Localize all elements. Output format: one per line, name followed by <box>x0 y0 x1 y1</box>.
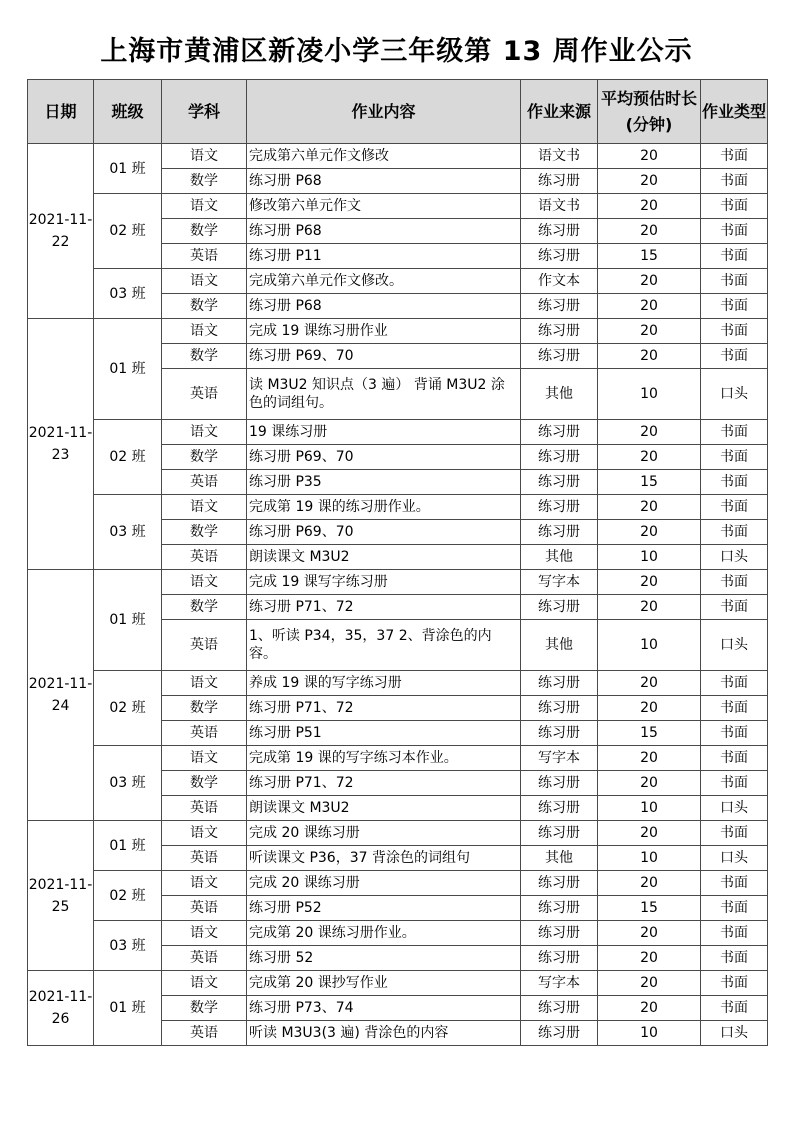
class-cell: 03 班 <box>94 495 162 570</box>
source-cell: 练习册 <box>521 696 598 721</box>
type-cell: 书面 <box>701 169 768 194</box>
content-cell: 1、听读 P34，35，37 2、背涂色的内容。 <box>247 620 521 671</box>
source-cell: 语文书 <box>521 194 598 219</box>
source-cell: 练习册 <box>521 946 598 971</box>
duration-cell: 10 <box>598 545 701 570</box>
table-row <box>28 671 768 696</box>
duration-cell: 15 <box>598 721 701 746</box>
type-cell: 书面 <box>701 520 768 545</box>
type-cell: 书面 <box>701 420 768 445</box>
type-cell: 书面 <box>701 470 768 495</box>
type-cell: 书面 <box>701 771 768 796</box>
header-source: 作业来源 <box>521 80 598 144</box>
content-cell: 练习册 P35 <box>247 470 521 495</box>
subject-cell: 英语 <box>162 620 247 671</box>
duration-cell: 20 <box>598 921 701 946</box>
duration-cell: 20 <box>598 495 701 520</box>
type-cell: 口头 <box>701 1021 768 1046</box>
source-cell: 练习册 <box>521 1021 598 1046</box>
table-row <box>28 319 768 344</box>
subject-cell: 英语 <box>162 946 247 971</box>
content-cell: 练习册 P71、72 <box>247 595 521 620</box>
source-cell: 练习册 <box>521 319 598 344</box>
source-cell: 作文本 <box>521 269 598 294</box>
subject-cell: 英语 <box>162 846 247 871</box>
subject-cell: 语文 <box>162 495 247 520</box>
type-cell: 书面 <box>701 445 768 470</box>
subject-cell: 数学 <box>162 996 247 1021</box>
class-cell: 01 班 <box>94 144 162 194</box>
type-cell: 书面 <box>701 821 768 846</box>
source-cell: 练习册 <box>521 344 598 369</box>
type-cell: 书面 <box>701 996 768 1021</box>
type-cell: 书面 <box>701 696 768 721</box>
subject-cell: 数学 <box>162 344 247 369</box>
type-cell: 书面 <box>701 896 768 921</box>
type-cell: 书面 <box>701 495 768 520</box>
header-type: 作业类型 <box>701 80 768 144</box>
type-cell: 书面 <box>701 971 768 996</box>
content-cell: 听读 M3U3(3 遍) 背涂色的内容 <box>247 1021 521 1046</box>
source-cell: 练习册 <box>521 871 598 896</box>
duration-cell: 10 <box>598 369 701 420</box>
subject-cell: 英语 <box>162 721 247 746</box>
content-cell: 完成 19 课练习册作业 <box>247 319 521 344</box>
type-cell: 书面 <box>701 219 768 244</box>
content-cell: 完成第六单元作文修改 <box>247 144 521 169</box>
subject-cell: 数学 <box>162 696 247 721</box>
duration-cell: 20 <box>598 520 701 545</box>
source-cell: 练习册 <box>521 921 598 946</box>
type-cell: 书面 <box>701 921 768 946</box>
type-cell: 口头 <box>701 796 768 821</box>
date-cell: 2021-11-22 <box>28 144 94 319</box>
duration-cell: 10 <box>598 796 701 821</box>
type-cell: 书面 <box>701 570 768 595</box>
duration-cell: 10 <box>598 846 701 871</box>
subject-cell: 英语 <box>162 470 247 495</box>
date-cell: 2021-11-23 <box>28 319 94 570</box>
content-cell: 修改第六单元作文 <box>247 194 521 219</box>
content-cell: 练习册 52 <box>247 946 521 971</box>
content-cell: 完成 20 课练习册 <box>247 821 521 846</box>
source-cell: 练习册 <box>521 169 598 194</box>
table-row <box>28 269 768 294</box>
table-row <box>28 821 768 846</box>
subject-cell: 数学 <box>162 219 247 244</box>
duration-cell: 10 <box>598 1021 701 1046</box>
duration-cell: 20 <box>598 696 701 721</box>
content-cell: 练习册 P68 <box>247 294 521 319</box>
type-cell: 书面 <box>701 871 768 896</box>
subject-cell: 数学 <box>162 445 247 470</box>
subject-cell: 语文 <box>162 570 247 595</box>
subject-cell: 英语 <box>162 369 247 420</box>
subject-cell: 数学 <box>162 294 247 319</box>
type-cell: 书面 <box>701 721 768 746</box>
duration-cell: 20 <box>598 445 701 470</box>
content-cell: 练习册 P71、72 <box>247 696 521 721</box>
date-cell: 2021-11-25 <box>28 821 94 971</box>
duration-cell: 20 <box>598 294 701 319</box>
source-cell: 练习册 <box>521 595 598 620</box>
table-row <box>28 921 768 946</box>
content-cell: 练习册 P71、72 <box>247 771 521 796</box>
table-row <box>28 144 768 169</box>
class-cell: 02 班 <box>94 420 162 495</box>
duration-cell: 20 <box>598 971 701 996</box>
duration-cell: 20 <box>598 946 701 971</box>
content-cell: 完成第六单元作文修改。 <box>247 269 521 294</box>
class-cell: 01 班 <box>94 570 162 671</box>
duration-cell: 20 <box>598 570 701 595</box>
subject-cell: 英语 <box>162 244 247 269</box>
duration-cell: 20 <box>598 746 701 771</box>
type-cell: 口头 <box>701 620 768 671</box>
duration-cell: 20 <box>598 871 701 896</box>
source-cell: 写字本 <box>521 971 598 996</box>
subject-cell: 英语 <box>162 545 247 570</box>
source-cell: 写字本 <box>521 746 598 771</box>
content-cell: 练习册 P51 <box>247 721 521 746</box>
content-cell: 养成 19 课的写字练习册 <box>247 671 521 696</box>
type-cell: 口头 <box>701 846 768 871</box>
source-cell: 练习册 <box>521 796 598 821</box>
content-cell: 练习册 P69、70 <box>247 344 521 369</box>
duration-cell: 20 <box>598 420 701 445</box>
type-cell: 口头 <box>701 369 768 420</box>
source-cell: 练习册 <box>521 219 598 244</box>
class-cell: 01 班 <box>94 319 162 420</box>
subject-cell: 英语 <box>162 1021 247 1046</box>
class-cell: 02 班 <box>94 194 162 269</box>
table-row <box>28 871 768 896</box>
subject-cell: 语文 <box>162 871 247 896</box>
source-cell: 练习册 <box>521 495 598 520</box>
content-cell: 完成第 19 课的写字练习本作业。 <box>247 746 521 771</box>
type-cell: 书面 <box>701 294 768 319</box>
table-row <box>28 495 768 520</box>
header-content: 作业内容 <box>247 80 521 144</box>
content-cell: 朗读课文 M3U2 <box>247 796 521 821</box>
subject-cell: 语文 <box>162 194 247 219</box>
source-cell: 语文书 <box>521 144 598 169</box>
duration-cell: 20 <box>598 595 701 620</box>
subject-cell: 语文 <box>162 746 247 771</box>
duration-cell: 15 <box>598 896 701 921</box>
content-cell: 练习册 P69、70 <box>247 520 521 545</box>
subject-cell: 语文 <box>162 671 247 696</box>
subject-cell: 语文 <box>162 319 247 344</box>
duration-cell: 20 <box>598 269 701 294</box>
content-cell: 练习册 P69、70 <box>247 445 521 470</box>
page-title: 上海市黄浦区新凌小学三年级第 13 周作业公示 <box>100 36 693 67</box>
source-cell: 其他 <box>521 369 598 420</box>
type-cell: 口头 <box>701 545 768 570</box>
header-class: 班级 <box>94 80 162 144</box>
duration-cell: 15 <box>598 470 701 495</box>
type-cell: 书面 <box>701 269 768 294</box>
duration-cell: 20 <box>598 169 701 194</box>
source-cell: 练习册 <box>521 896 598 921</box>
content-cell: 练习册 P52 <box>247 896 521 921</box>
subject-cell: 英语 <box>162 896 247 921</box>
type-cell: 书面 <box>701 671 768 696</box>
class-cell: 02 班 <box>94 671 162 746</box>
duration-cell: 20 <box>598 319 701 344</box>
subject-cell: 语文 <box>162 269 247 294</box>
source-cell: 其他 <box>521 620 598 671</box>
table-row <box>28 420 768 445</box>
source-cell: 练习册 <box>521 244 598 269</box>
class-cell: 03 班 <box>94 746 162 821</box>
table-row <box>28 746 768 771</box>
subject-cell: 数学 <box>162 520 247 545</box>
source-cell: 其他 <box>521 545 598 570</box>
content-cell: 练习册 P73、74 <box>247 996 521 1021</box>
content-cell: 朗读课文 M3U2 <box>247 545 521 570</box>
type-cell: 书面 <box>701 746 768 771</box>
content-cell: 完成第 20 课练习册作业。 <box>247 921 521 946</box>
source-cell: 练习册 <box>521 294 598 319</box>
header-row <box>28 80 768 144</box>
duration-cell: 10 <box>598 620 701 671</box>
source-cell: 写字本 <box>521 570 598 595</box>
content-cell: 完成 19 课写字练习册 <box>247 570 521 595</box>
content-cell: 完成第 20 课抄写作业 <box>247 971 521 996</box>
source-cell: 练习册 <box>521 671 598 696</box>
table-row <box>28 570 768 595</box>
source-cell: 练习册 <box>521 721 598 746</box>
duration-cell: 20 <box>598 194 701 219</box>
subject-cell: 语文 <box>162 821 247 846</box>
class-cell: 03 班 <box>94 269 162 319</box>
header-date: 日期 <box>28 80 94 144</box>
duration-cell: 20 <box>598 219 701 244</box>
type-cell: 书面 <box>701 244 768 269</box>
table-row <box>28 971 768 996</box>
source-cell: 练习册 <box>521 996 598 1021</box>
date-cell: 2021-11-24 <box>28 570 94 821</box>
subject-cell: 数学 <box>162 169 247 194</box>
class-cell: 03 班 <box>94 921 162 971</box>
type-cell: 书面 <box>701 946 768 971</box>
subject-cell: 语文 <box>162 144 247 169</box>
subject-cell: 语文 <box>162 420 247 445</box>
header-duration: 平均预估时长(分钟) <box>598 80 701 144</box>
date-cell: 2021-11-26 <box>28 971 94 1046</box>
homework-table <box>27 79 768 1046</box>
content-cell: 听读课文 P36，37 背涂色的词组句 <box>247 846 521 871</box>
source-cell: 练习册 <box>521 445 598 470</box>
type-cell: 书面 <box>701 319 768 344</box>
duration-cell: 20 <box>598 821 701 846</box>
source-cell: 练习册 <box>521 470 598 495</box>
subject-cell: 数学 <box>162 595 247 620</box>
content-cell: 练习册 P68 <box>247 219 521 244</box>
source-cell: 其他 <box>521 846 598 871</box>
class-cell: 01 班 <box>94 971 162 1046</box>
duration-cell: 20 <box>598 996 701 1021</box>
duration-cell: 20 <box>598 671 701 696</box>
header-subject: 学科 <box>162 80 247 144</box>
duration-cell: 20 <box>598 344 701 369</box>
subject-cell: 语文 <box>162 921 247 946</box>
duration-cell: 20 <box>598 771 701 796</box>
source-cell: 练习册 <box>521 420 598 445</box>
subject-cell: 英语 <box>162 796 247 821</box>
subject-cell: 语文 <box>162 971 247 996</box>
content-cell: 19 课练习册 <box>247 420 521 445</box>
source-cell: 练习册 <box>521 821 598 846</box>
content-cell: 练习册 P11 <box>247 244 521 269</box>
class-cell: 01 班 <box>94 821 162 871</box>
duration-cell: 20 <box>598 144 701 169</box>
duration-cell: 15 <box>598 244 701 269</box>
type-cell: 书面 <box>701 344 768 369</box>
type-cell: 书面 <box>701 194 768 219</box>
content-cell: 读 M3U2 知识点（3 遍） 背诵 M3U2 涂色的词组句。 <box>247 369 521 420</box>
source-cell: 练习册 <box>521 771 598 796</box>
content-cell: 完成 20 课练习册 <box>247 871 521 896</box>
type-cell: 书面 <box>701 144 768 169</box>
source-cell: 练习册 <box>521 520 598 545</box>
content-cell: 练习册 P68 <box>247 169 521 194</box>
class-cell: 02 班 <box>94 871 162 921</box>
subject-cell: 数学 <box>162 771 247 796</box>
content-cell: 完成第 19 课的练习册作业。 <box>247 495 521 520</box>
table-row <box>28 194 768 219</box>
type-cell: 书面 <box>701 595 768 620</box>
